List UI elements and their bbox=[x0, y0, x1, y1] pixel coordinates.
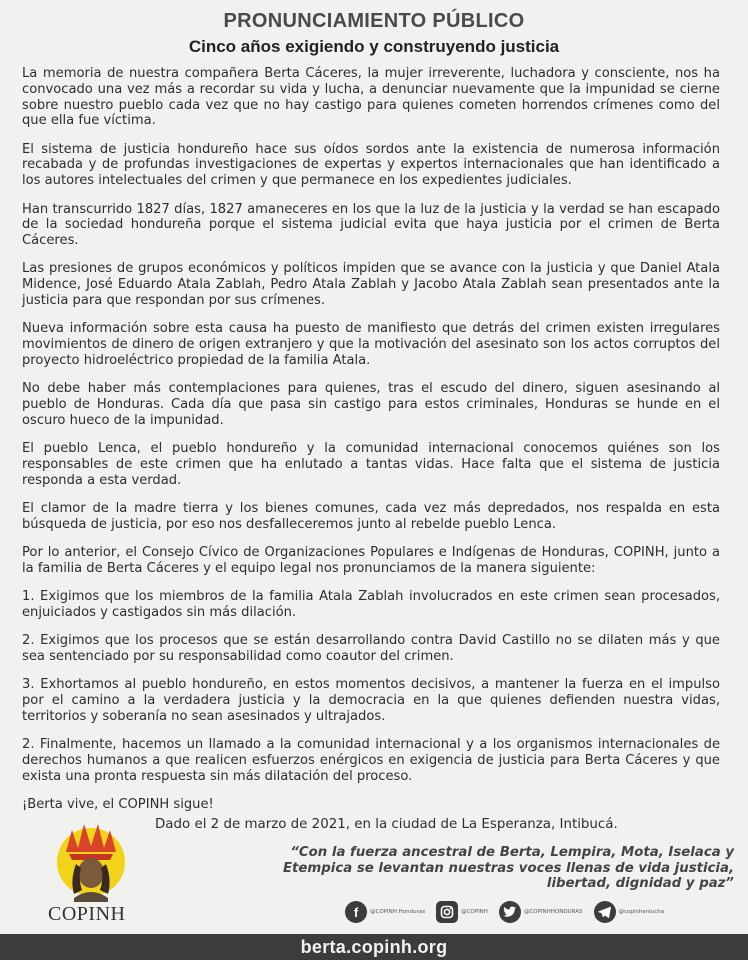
demand-item-3: 3. Exhortamos al pueblo hondureño, en estos momentos decisivos, a mantener la fuerza en el impulso por el camino a la verdadera justicia y la democracia en la que quienes defienden nuestra vidas, territorios y soberanía no sean asesinados y ultrajados. bbox=[22, 677, 720, 724]
social-twitter[interactable] bbox=[499, 901, 589, 923]
paragraph-pronunciamiento: Por lo anterior, el Consejo Cívico de Organizaciones Populares e Indígenas de Honduras, COPINH, junto a la familia de Berta Cáceres y el equipo legal nos pronunciamos de la manera siguiente: bbox=[22, 545, 720, 576]
social-label: @COPINHHONDURAS bbox=[523, 909, 583, 915]
telegram-icon bbox=[594, 901, 616, 923]
logo-face bbox=[78, 858, 104, 888]
footer-bar bbox=[0, 934, 748, 960]
footer-url-link[interactable]: berta.copinh.org bbox=[300, 937, 448, 957]
social-facebook[interactable] bbox=[345, 901, 431, 923]
page-subtitle: Cinco años exigiendo y construyendo justicia bbox=[188, 37, 560, 56]
closing-quote: “Con la fuerza ancestral de Berta, Lempira, Mota, Iselaca y Etempica se levantan nuestras voces llenas de vida justicia, libertad, dignidad y paz” bbox=[282, 845, 734, 891]
paragraph-dias: Han transcurrido 1827 días, 1827 amaneceres en los que la luz de la justicia y la verdad se han escapado de la sociedad hondureña porque el sistema judicial evita que haya justicia por el crimen de Berta Cáceres. bbox=[22, 201, 720, 249]
date-location: Dado el 2 de marzo de 2021, en la ciudad de La Esperanza, Intibucá. bbox=[155, 817, 618, 832]
social-label: @copinhenlucha bbox=[618, 909, 665, 915]
instagram-icon bbox=[436, 901, 458, 923]
page-title: PRONUNCIAMIENTO PÚBLICO bbox=[223, 10, 525, 32]
demand-item-4: 2. Finalmente, hacemos un llamado a la comunidad internacional y a los organismos internacionales de derechos humanos a que realicen esfuerzos enérgicos en exigencia de justicia para Berta Cáceres y que exista una pronta respuesta sin más dilatación del proceso. bbox=[22, 737, 720, 784]
paragraph-sistema-justicia: El sistema de justicia hondureño hace sus oídos sordos ante la existencia de numerosa información recabada y de profundas investigaciones de expertas y expertos internacionales que han identificado a los autores intelectuales del crimen y que permanece en los expedientes judiciales. bbox=[22, 141, 720, 189]
paragraph-madre-tierra: El clamor de la madre tierra y los bienes comunes, cada vez más depredados, nos respalda en esta búsqueda de justicia, por eso nos desfalleceremos junto al rebelde pueblo Lenca. bbox=[22, 501, 720, 532]
social-label: @COPINH bbox=[461, 909, 488, 915]
demand-item-2: 2. Exigimos que los procesos que se están desarrollando contra David Castillo no se dilaten más y que sea sentenciado por su responsabilidad como coautor del crimen. bbox=[22, 633, 720, 665]
demand-item-1: 1. Exigimos que los miembros de la familia Atala Zablah involucrados en este crimen sean procesados, enjuiciados y castigados sin más dilación. bbox=[22, 589, 720, 621]
facebook-icon: f bbox=[345, 901, 367, 923]
twitter-icon bbox=[499, 901, 521, 923]
social-links bbox=[345, 901, 670, 923]
closing-slogan: ¡Berta vive, el COPINH sigue! bbox=[22, 797, 214, 813]
social-label: @COPINH Honduras bbox=[370, 909, 426, 915]
paragraph-pueblo-lenca: El pueblo Lenca, el pueblo hondureño y la comunidad internacional conocemos quiénes son los responsables de este crimen que ha enlutado a tantas vidas. Hace falta que el sistema de justicia responda a esta verdad. bbox=[22, 441, 720, 488]
paragraph-nueva-informacion: Nueva información sobre esta causa ha puesto de manifiesto que detrás del crimen existen irregulares movimientos de dinero de origen extranjero y que la motivación del asesinato son los actos corruptos del proyecto hidroeléctrico propiedad de la familia Atala. bbox=[22, 321, 720, 368]
paragraph-contemplaciones: No debe haber más contemplaciones para quienes, tras el escudo del dinero, siguen asesinando al pueblo de Honduras. Cada día que pasa sin castigo para estos criminales, Honduras se hunde en el oscuro hueco de la impunidad. bbox=[22, 381, 720, 428]
paragraph-presiones: Las presiones de grupos económicos y políticos impiden que se avance con la justicia y que Daniel Atala Midence, José Eduardo Atala Zablah, Pedro Atala Zablah y Jacobo Atala Zablah sean presentados ante la justicia para que respondan por sus crímenes. bbox=[22, 261, 720, 309]
paragraph-memoria: La memoria de nuestra compañera Berta Cáceres, la mujer irreverente, luchadora y consciente, nos ha convocado una vez más a recordar su vida y lucha, a denunciar nuevamente que la impunidad se cierne sobre nuestro pueblo cada vez que no hay castigo para quienes cometen horrendos crímenes como del que ella fue víctima. bbox=[22, 66, 720, 129]
document-body bbox=[22, 66, 720, 813]
logo-wordmark: COPINH bbox=[48, 903, 126, 925]
social-telegram[interactable] bbox=[594, 901, 671, 923]
social-instagram[interactable] bbox=[436, 901, 494, 923]
